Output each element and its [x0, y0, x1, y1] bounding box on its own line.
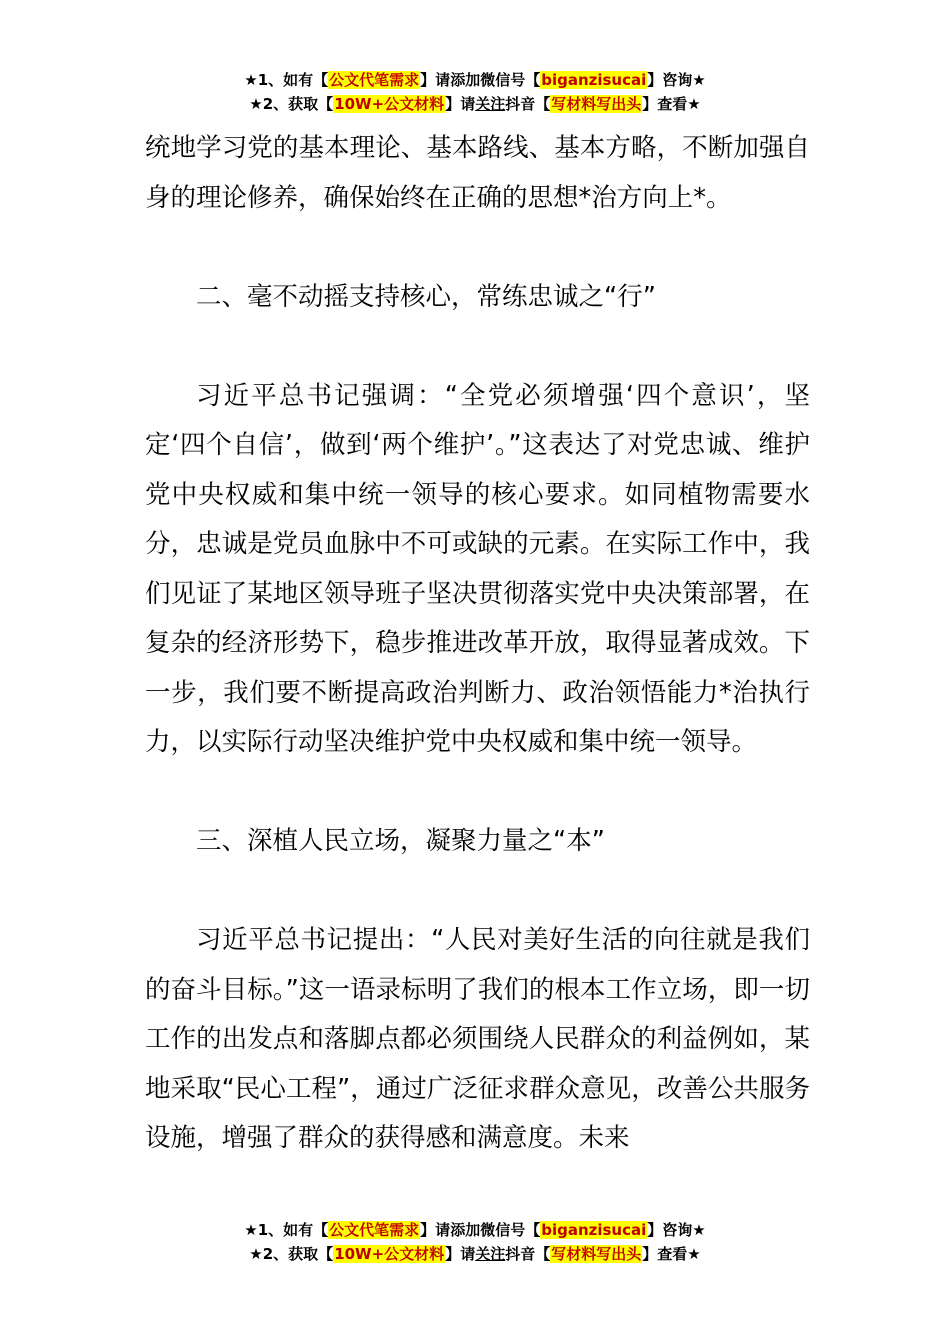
footer-line1-highlight-wechat: biganzisucai: [541, 1221, 647, 1239]
footer-line1-prefix: ★1、如有【: [244, 1221, 329, 1239]
footer-line1-emphasis: 添加: [450, 1221, 481, 1239]
footer-line2-suffix: 】查看★: [642, 1245, 701, 1263]
footer-line1-mid: 】请: [420, 1221, 451, 1239]
paragraph-section-3: 习近平总书记提出：“人民对美好生活的向往就是我们的奋斗目标。”这一语录标明了我们的根本工作立场，即一切工作的出发点和落脚点都必须围绕人民群众的利益例如，某地采取“民心工程”，通过广泛征求群众意见，改善公共服务设施，增强了群众的获得感和满意度。未来: [145, 925, 810, 1153]
document-body: [145, 124, 810, 1164]
paragraph-continued: 统地学习党的基本理论、基本路线、基本方略，不断加强自身的理论修养，确保始终在正确的思想*治方向上*。: [145, 133, 810, 213]
banner-line1-mid: 】请: [420, 71, 451, 89]
footer-line2-mid: 】请: [445, 1245, 476, 1263]
banner-line1-suffix: 】咨询★: [647, 71, 706, 89]
banner-line2-prefix: ★2、获取【: [249, 95, 334, 113]
paragraph-section-2: 习近平总书记强调：“全党必须增强‘四个意识’，坚定‘四个自信’，做到‘两个维护’。”这表达了对党忠诚、维护党中央权威和集中统一领导的核心要求。如同植物需要水分，忠诚是党员血脉中不可或缺的元素。在实际工作中，我们见证了某地区领导班子坚决贯彻落实党中央决策部署，在复杂的经济形势下，稳步推进改革开放，取得显著成效。下一步，我们要不断提高政治判断力、政治领悟能力*治执行力，以实际行动坚决维护党中央权威和集中统一领导。: [145, 380, 810, 757]
spacer: [145, 322, 810, 372]
footer-line2-mid2: 抖音【: [505, 1245, 551, 1263]
banner-line1-highlight-service: 公文代笔需求: [329, 71, 420, 89]
banner-line-1: [0, 68, 950, 92]
footer-line2-highlight-materials: 10W+公文材料: [334, 1245, 445, 1263]
banner-line1-prefix: ★1、如有【: [244, 71, 329, 89]
banner-line1-highlight-wechat: biganzisucai: [541, 71, 647, 89]
section-heading-2: 二、毫不动摇支持核心，常练忠诚之“行”: [196, 281, 656, 312]
banner-line-2: [0, 92, 950, 116]
footer-line1-mid2: 微信号【: [480, 1221, 541, 1239]
banner-line2-suffix: 】查看★: [642, 95, 701, 113]
banner-line1-emphasis: 添加: [450, 71, 481, 89]
footer-line1-highlight-service: 公文代笔需求: [329, 1221, 420, 1239]
footer-line2-prefix: ★2、获取【: [249, 1245, 334, 1263]
banner-line2-mid: 】请: [445, 95, 476, 113]
footer-line2-highlight-douyin: 写材料写出头: [551, 1245, 642, 1263]
footer-line1-suffix: 】咨询★: [647, 1221, 706, 1239]
spacer: [145, 223, 810, 273]
spacer: [145, 867, 810, 917]
spacer: [145, 768, 810, 818]
banner-line2-mid2: 抖音【: [505, 95, 551, 113]
banner-line2-highlight-douyin: 写材料写出头: [551, 95, 642, 113]
footer-line-2: [0, 1242, 950, 1266]
footer-line-1: [0, 1218, 950, 1242]
section-heading-3: 三、深植人民立场，凝聚力量之“本”: [196, 826, 605, 856]
banner-line1-mid2: 微信号【: [480, 71, 541, 89]
footer-line2-emphasis: 关注: [475, 1245, 506, 1263]
banner-line2-emphasis: 关注: [475, 95, 506, 113]
header-banner: [0, 68, 950, 116]
banner-line2-highlight-materials: 10W+公文材料: [334, 95, 445, 113]
footer-banner: [0, 1218, 950, 1266]
